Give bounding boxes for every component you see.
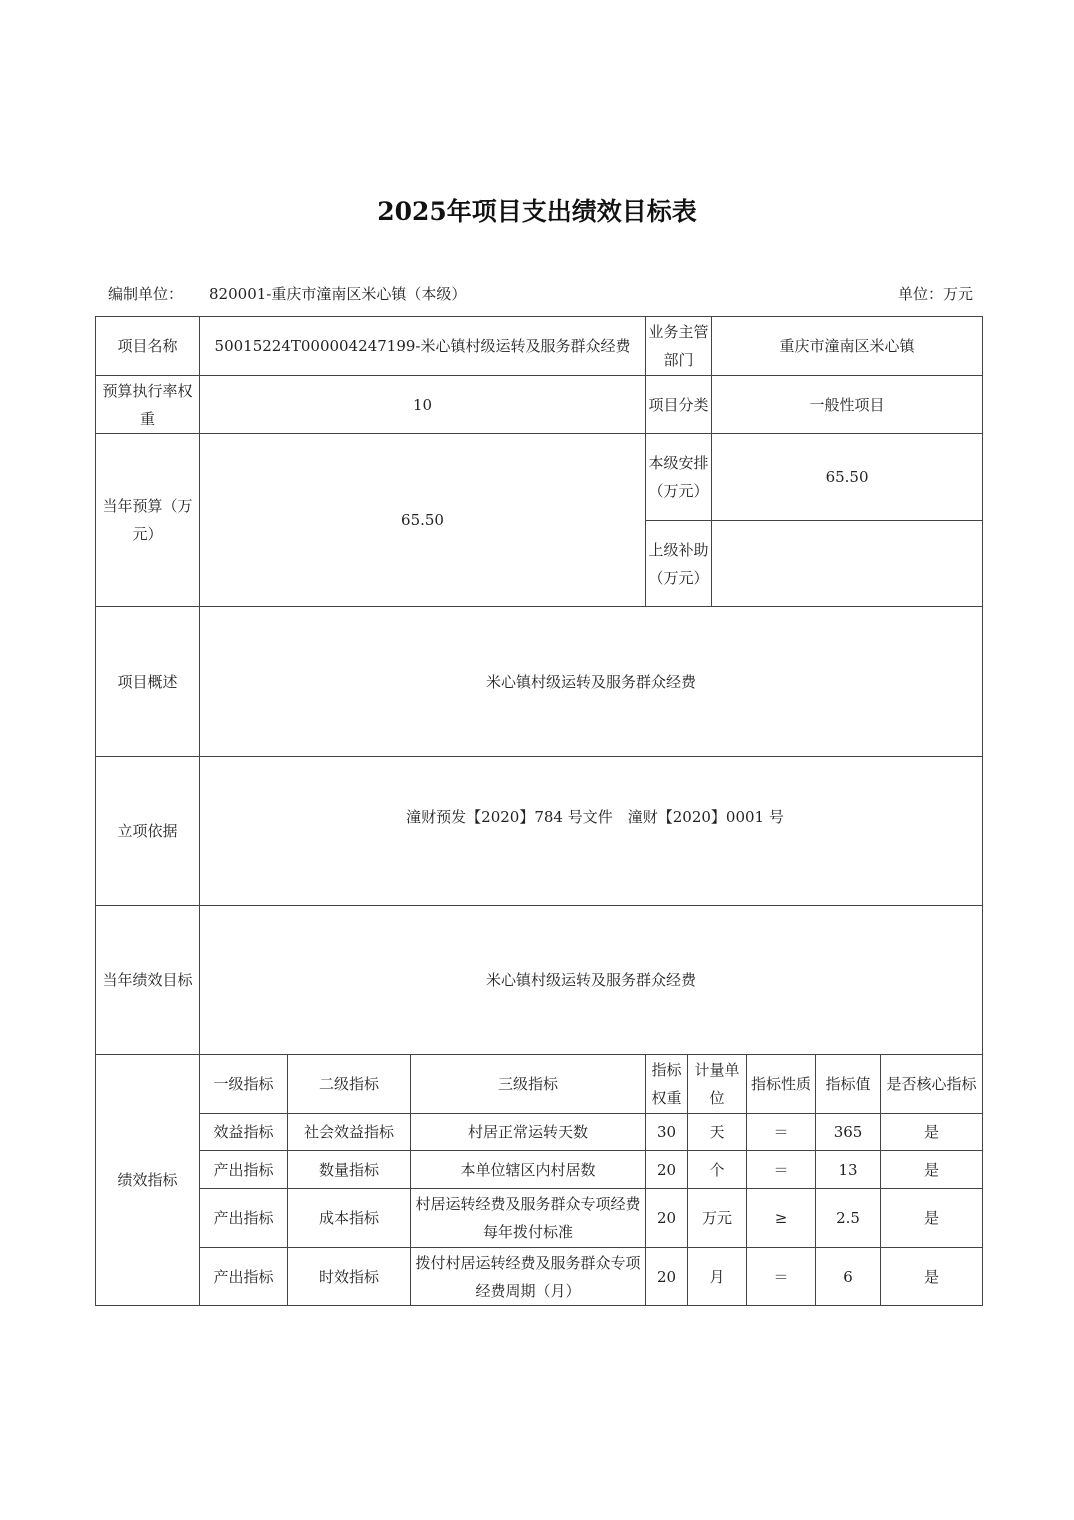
header-level2: 二级指标 — [288, 1055, 411, 1114]
header-level3: 三级指标 — [411, 1055, 646, 1114]
indicators-label: 绩效指标 — [96, 1055, 200, 1306]
header-level1: 一级指标 — [200, 1055, 288, 1114]
unit-cell: 个 — [688, 1151, 747, 1189]
category-label: 项目分类 — [646, 376, 712, 434]
core-cell: 是 — [881, 1189, 983, 1248]
level3-cell: 村居运转经费及服务群众专项经费每年拨付标准 — [411, 1189, 646, 1248]
level2-cell: 社会效益指标 — [288, 1114, 411, 1151]
header-unit: 计量单位 — [688, 1055, 747, 1114]
dept-value: 重庆市潼南区米心镇 — [712, 317, 983, 376]
core-cell: 是 — [881, 1114, 983, 1151]
overview-label: 项目概述 — [96, 607, 200, 757]
rate-weight-label: 预算执行率权重 — [96, 376, 200, 434]
budget-value: 65.50 — [200, 434, 646, 607]
nature-cell: ≥ — [747, 1189, 816, 1248]
weight-cell: 20 — [646, 1248, 688, 1306]
performance-table — [95, 316, 983, 1306]
value-cell: 6 — [816, 1248, 881, 1306]
indicator-row — [96, 1151, 983, 1189]
value-cell: 13 — [816, 1151, 881, 1189]
compiling-unit — [108, 283, 466, 304]
compiling-unit-value: 820001-重庆市潼南区米心镇（本级） — [209, 285, 467, 303]
upper-value — [712, 521, 983, 607]
unit-cell: 天 — [688, 1114, 747, 1151]
local-value: 65.50 — [712, 434, 983, 521]
level3-cell: 拨付村居运转经费及服务群众专项经费周期（月） — [411, 1248, 646, 1306]
nature-cell: ＝ — [747, 1248, 816, 1306]
goal-value: 米心镇村级运转及服务群众经费 — [200, 906, 983, 1055]
weight-cell: 20 — [646, 1189, 688, 1248]
core-cell: 是 — [881, 1151, 983, 1189]
nature-cell: ＝ — [747, 1151, 816, 1189]
header-weight: 指标权重 — [646, 1055, 688, 1114]
dept-label: 业务主管部门 — [646, 317, 712, 376]
row-project-name — [96, 317, 983, 376]
indicator-row — [96, 1189, 983, 1248]
level1-cell: 产出指标 — [200, 1248, 288, 1306]
currency-unit: 单位：万元 — [898, 285, 974, 303]
header-value: 指标值 — [816, 1055, 881, 1114]
category-value: 一般性项目 — [712, 376, 983, 434]
indicator-row — [96, 1248, 983, 1306]
local-label: 本级安排（万元） — [646, 434, 712, 521]
compiling-unit-label: 编制单位： — [108, 285, 184, 303]
rate-weight-value: 10 — [200, 376, 646, 434]
indicator-header-row — [96, 1055, 983, 1114]
level1-cell: 产出指标 — [200, 1151, 288, 1189]
row-overview — [96, 607, 983, 757]
project-name-value: 50015224T000004247199-米心镇村级运转及服务群众经费 — [200, 317, 646, 376]
header-nature: 指标性质 — [747, 1055, 816, 1114]
basis-value: 潼财预发【2020】784 号文件 潼财【2020】0001 号 — [406, 808, 784, 826]
upper-label: 上级补助（万元） — [646, 521, 712, 607]
level3-cell: 村居正常运转天数 — [411, 1114, 646, 1151]
basis-cell — [200, 757, 983, 906]
level2-cell: 时效指标 — [288, 1248, 411, 1306]
row-budget — [96, 434, 983, 521]
row-goal — [96, 906, 983, 1055]
header-core: 是否核心指标 — [881, 1055, 983, 1114]
weight-cell: 20 — [646, 1151, 688, 1189]
unit-cell: 月 — [688, 1248, 747, 1306]
level1-cell: 产出指标 — [200, 1189, 288, 1248]
project-name-label: 项目名称 — [96, 317, 200, 376]
page-title: 2025年项目支出绩效目标表 — [377, 197, 697, 226]
level3-cell: 本单位辖区内村居数 — [411, 1151, 646, 1189]
level2-cell: 数量指标 — [288, 1151, 411, 1189]
budget-label: 当年预算（万元） — [96, 434, 200, 607]
row-rate-weight — [96, 376, 983, 434]
weight-cell: 30 — [646, 1114, 688, 1151]
level1-cell: 效益指标 — [200, 1114, 288, 1151]
overview-value: 米心镇村级运转及服务群众经费 — [200, 607, 983, 757]
goal-label: 当年绩效目标 — [96, 906, 200, 1055]
level2-cell: 成本指标 — [288, 1189, 411, 1248]
value-cell: 365 — [816, 1114, 881, 1151]
basis-label: 立项依据 — [96, 757, 200, 906]
indicator-row — [96, 1114, 983, 1151]
nature-cell: ＝ — [747, 1114, 816, 1151]
unit-cell: 万元 — [688, 1189, 747, 1248]
row-basis — [96, 757, 983, 906]
value-cell: 2.5 — [816, 1189, 881, 1248]
core-cell: 是 — [881, 1248, 983, 1306]
